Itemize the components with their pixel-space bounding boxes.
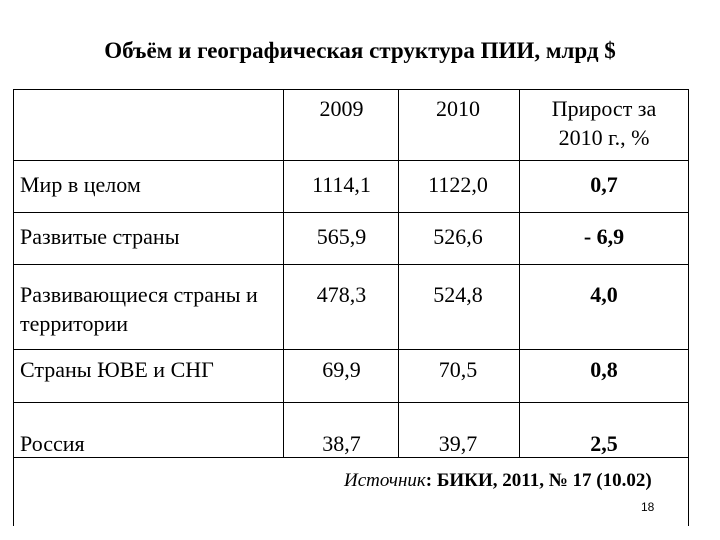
row-label: Развитые страны — [20, 224, 180, 249]
row-divider — [13, 160, 689, 161]
cell-growth: 0,8 — [590, 357, 618, 382]
cell-2009: 478,3 — [316, 282, 367, 307]
row-divider — [13, 212, 689, 213]
table-top-border — [13, 89, 689, 90]
cell-2010: 524,8 — [433, 282, 483, 307]
cell-growth: 4,0 — [590, 282, 618, 307]
header-2009: 2009 — [319, 96, 364, 121]
row-label: Россия — [20, 431, 85, 456]
source-label: Источник — [344, 470, 426, 491]
source-note — [344, 470, 652, 492]
header-2010: 2010 — [436, 96, 480, 121]
header-growth: Прирост за 2010 г., % — [551, 96, 657, 150]
cell-2009: 38,7 — [322, 431, 361, 456]
cell-2010: 39,7 — [438, 431, 478, 456]
row-divider — [13, 402, 689, 403]
cell-growth: - 6,9 — [583, 224, 625, 249]
slide-title: Объём и географическая структура ПИИ, млрд $ — [104, 38, 616, 63]
cell-2009: 1114,1 — [312, 172, 371, 197]
row-label: Развивающиеся страны и территории — [20, 282, 258, 336]
page-number: 18 — [641, 500, 655, 514]
cell-2010: 70,5 — [438, 357, 478, 382]
cell-2009: 565,9 — [316, 224, 367, 249]
row-label: Страны ЮВЕ и СНГ — [20, 357, 214, 382]
cell-2009: 69,9 — [322, 357, 361, 382]
row-label: Мир в целом — [20, 172, 141, 197]
cell-growth: 2,5 — [590, 431, 618, 456]
row-divider — [13, 349, 689, 350]
cell-2010: 1122,0 — [428, 172, 488, 197]
cell-growth: 0,7 — [590, 172, 618, 197]
cell-2010: 526,6 — [433, 224, 483, 249]
source-text: : БИКИ, 2011, № 17 (10.02) — [425, 470, 652, 491]
row-divider — [13, 264, 689, 265]
